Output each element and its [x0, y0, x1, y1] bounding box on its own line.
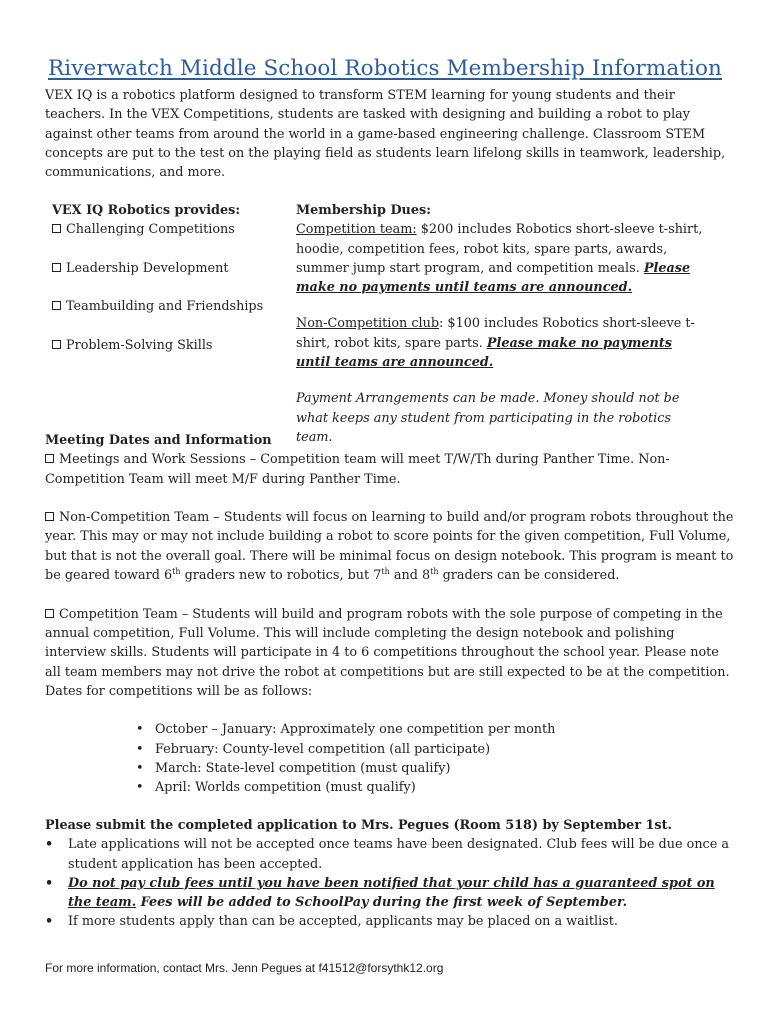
checkbox-icon	[52, 224, 61, 233]
noncompetition-paragraph: Non-Competition Team – Students will focus on learning to build and/or program robots throughout the year. This may or may not include building a robot to score points for the given competition, Full Volume, but that is not the overall goal. There will be minimal focus on design notebook. This program is meant to be geared toward 6th graders new to robotics, but 7th and 8th graders can be considered.	[45, 510, 734, 584]
checkbox-icon	[45, 609, 54, 618]
competition-dues-label: Competition team:	[296, 222, 417, 238]
provides-item: Problem-Solving Skills	[52, 336, 282, 355]
dues-section	[296, 201, 706, 447]
meetings-paragraph: Meetings and Work Sessions – Competition team will meet T/W/Th during Panther Time. Non-Competition Team will meet M/F during Panther Time.	[45, 452, 670, 487]
competition-dates-list	[45, 720, 735, 797]
dues-heading: Membership Dues:	[296, 203, 431, 218]
provides-section	[52, 201, 282, 375]
provides-item: Leadership Development	[52, 259, 282, 278]
list-item: • Do not pay club fees until you have been notified that your child has a guaranteed spot on the team. Fees will be added to SchoolPay during the first week of September.	[45, 874, 735, 913]
competition-paragraph: Competition Team – Students will build and program robots with the sole purpose of competing in the annual competition, Full Volume. This will include completing the design notebook and polishing interview skills. Students will participate in 4 to 6 competitions throughout the school year. Please note all team members may not drive the robot at competitions but are still expected to be at the competition. Dates for competitions will be as follows:	[45, 606, 730, 699]
footer-contact: For more information, contact Mrs. Jenn Pegues at f41512@forsythk12.org	[45, 961, 444, 975]
checkbox-icon	[45, 512, 54, 521]
provides-item: Teambuilding and Friendships	[52, 297, 282, 316]
list-item: • April: Worlds competition (must qualify)	[136, 778, 735, 797]
competition-dues: Competition team: $200 includes Robotics short-sleeve t-shirt, hoodie, competition fees, robot kits, spare parts, awards, summer jump start program, and competition meals. Please make no payments until teams are announced.	[296, 222, 703, 296]
submit-section	[45, 816, 735, 932]
list-item: • February: County-level competition (all participate)	[136, 740, 735, 759]
provides-heading: VEX IQ Robotics provides:	[52, 203, 241, 218]
checkbox-icon	[52, 340, 61, 349]
checkbox-icon	[52, 263, 61, 272]
noncompetition-dues-label: Non-Competition club	[296, 316, 440, 332]
submit-heading: Please submit the completed application to Mrs. Pegues (Room 518) by September 1st.	[45, 818, 672, 833]
payment-notice: Please make no payments until teams are announced.	[296, 335, 672, 371]
provides-item: Challenging Competitions	[52, 220, 282, 239]
noncompetition-dues: Non-Competition club: $100 includes Robotics short-sleeve t-shirt, robot kits, spare parts. Please make no payments until teams are announced.	[296, 316, 695, 371]
intro-paragraph: VEX IQ is a robotics platform designed to transform STEM learning for young students and their teachers. In the VEX Competitions, students are tasked with designing and building a robot to play against other teams from around the world in a game-based engineering challenge. Classroom STEM concepts are put to the test on the playing field as students learn lifelong skills in teamwork, leadership, communications, and more.	[45, 88, 726, 181]
list-item: • March: State-level competition (must qualify)	[136, 759, 735, 778]
list-item: • If more students apply than can be accepted, applicants may be placed on a waitlist.	[45, 912, 735, 931]
list-item: • Late applications will not be accepted once teams have been designated. Club fees will be due once a student application has been accepted.	[45, 835, 735, 874]
payment-arrangements: Payment Arrangements can be made. Money should not be what keeps any student from participating in the robotics team.	[296, 391, 680, 445]
payment-notice: Please make no payments until teams are announced.	[296, 260, 691, 296]
list-item: • October – January: Approximately one competition per month	[136, 720, 735, 739]
submit-list	[45, 835, 735, 931]
checkbox-icon	[45, 454, 54, 463]
meeting-heading: Meeting Dates and Information	[45, 433, 272, 448]
checkbox-icon	[52, 301, 61, 310]
meeting-section	[45, 431, 735, 798]
page-title: Riverwatch Middle School Robotics Membership Information	[48, 56, 722, 81]
